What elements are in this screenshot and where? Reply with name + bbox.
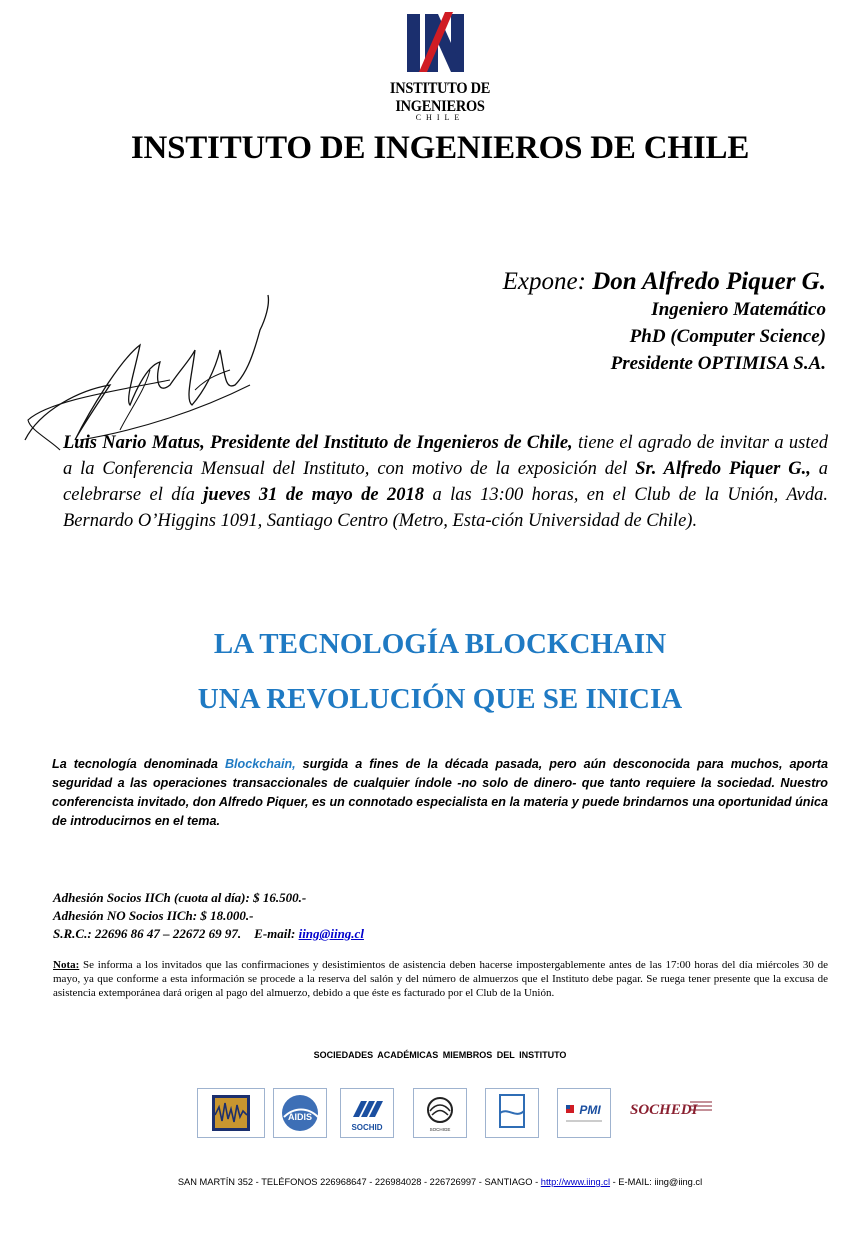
fees-block (53, 889, 364, 943)
aidis-text: AIDIS (287, 1112, 313, 1122)
invitation-text-2: a celebrarse el día (63, 459, 828, 505)
footer-text-2: - E-MAIL: iing@iing.cl (610, 1177, 703, 1187)
invitation-text-3: a las 13:00 horas, en el Club de la Unión, Avda. Bernardo O’Higgins 1091, Santiago Centro (Metro, Esta-ción Universidad de Chile). (63, 485, 828, 531)
description-text-2: surgida a fines de la década pasada, pero aún desconocida para muchos, aporta seguridad a las operaciones transaccionales de cualquier índole -no solo de dinero- que tanto requiere la sociedad. Nuestro conferencista invitado, don Alfredo Piquer, es un connotado especialista en la materia y puede brindarnos una oportunidad única de introducirnos en el tema. (52, 757, 828, 828)
event-date: jueves 31 de mayo de 2018 (203, 485, 425, 505)
fee-non-members: Adhesión NO Socios IICh: $ 18.000.- (53, 908, 254, 923)
contact-line (53, 925, 364, 943)
pmi-text: PMI (579, 1103, 601, 1117)
sochedi-text: SOCHEDI (630, 1102, 698, 1118)
fee-members: Adhesión Socios IICh (cuota al día): $ 16.500.- (53, 890, 307, 905)
speaker-role-1: Ingeniero Matemático (651, 299, 826, 320)
iich-logo-mark-icon (405, 8, 475, 78)
src-phones: S.R.C.: 22696 86 47 – 22672 69 97. (53, 926, 242, 941)
note-label: Nota: (53, 959, 80, 971)
speaker-block (503, 268, 826, 377)
talk-title-line-1: LA TECNOLOGÍA BLOCKCHAIN (213, 628, 667, 660)
society-logo-aidis-icon (273, 1088, 327, 1138)
host-name: Luis Nario Matus, Presidente del Instituto de Ingenieros de Chile, (63, 433, 573, 453)
institute-logo (350, 8, 530, 122)
societies-title: SOCIEDADES ACADÉMICAS MIEMBROS DEL INSTITUTO (313, 1050, 567, 1060)
email-label: E-mail: (254, 926, 296, 941)
society-logo-sochid-icon (340, 1088, 394, 1138)
invitation-paragraph (63, 430, 828, 534)
logo-name: INSTITUTO DE INGENIEROS (389, 80, 491, 115)
invitation-speaker: Sr. Alfredo Piquer G., (635, 459, 811, 479)
logo-subtitle: CHILE (415, 113, 465, 122)
sochid-text: SOCHID (351, 1123, 383, 1132)
note-paragraph (53, 958, 828, 1000)
society-logo-sochige-icon (413, 1088, 467, 1138)
talk-title-line-2: UNA REVOLUCIÓN QUE SE INICIA (197, 683, 683, 715)
speaker-name: Don Alfredo Piquer G. (592, 268, 826, 295)
description-highlight: Blockchain, (224, 757, 296, 771)
description-text-1: La tecnología denominada (52, 757, 225, 771)
page-title: INSTITUTO DE INGENIEROS DE CHILE (130, 130, 750, 166)
footer-text-1: SAN MARTÍN 352 - TELÉFONOS 226968647 - 226984028 - 226726997 - SANTIAGO - (177, 1177, 541, 1187)
email-link[interactable]: iing@iing.cl (298, 926, 364, 941)
society-logo-sochedi-icon (628, 1088, 714, 1138)
society-logo-waveform-icon (197, 1088, 265, 1138)
society-logo-pmi-icon (557, 1088, 611, 1138)
speaker-role-2: PhD (Computer Science) (629, 326, 826, 347)
sochige-text: SOCHIGE (429, 1127, 451, 1132)
expone-label: Expone: (502, 268, 586, 295)
speaker-role-3: Presidente OPTIMISA S.A. (610, 353, 826, 374)
invitation-text-1: tiene el agrado de invitar a usted a la Conferencia Mensual del Instituto, con motivo de la exposición del (63, 433, 828, 479)
note-text: Se informa a los invitados que las confirmaciones y desistimientos de asistencia deben hacerse impostergablemente antes de las 17:00 horas del día miércoles 30 de mayo, ya que conforme a esta información se procede a la reserva del salón y del número de almuerzos que el Instituto debe pagar. Se ruega tener presente que la excusa de asistencia extemporánea dará origen al pago del almuerzo, debido a que éste es facturado por el Club de la Unión. (53, 959, 828, 999)
website-link[interactable]: http://www.iing.cl (540, 1177, 611, 1187)
society-logo-shield-icon (485, 1088, 539, 1138)
societies-logos (0, 1088, 854, 1143)
footer-contact (0, 1177, 854, 1187)
talk-description (52, 755, 828, 831)
